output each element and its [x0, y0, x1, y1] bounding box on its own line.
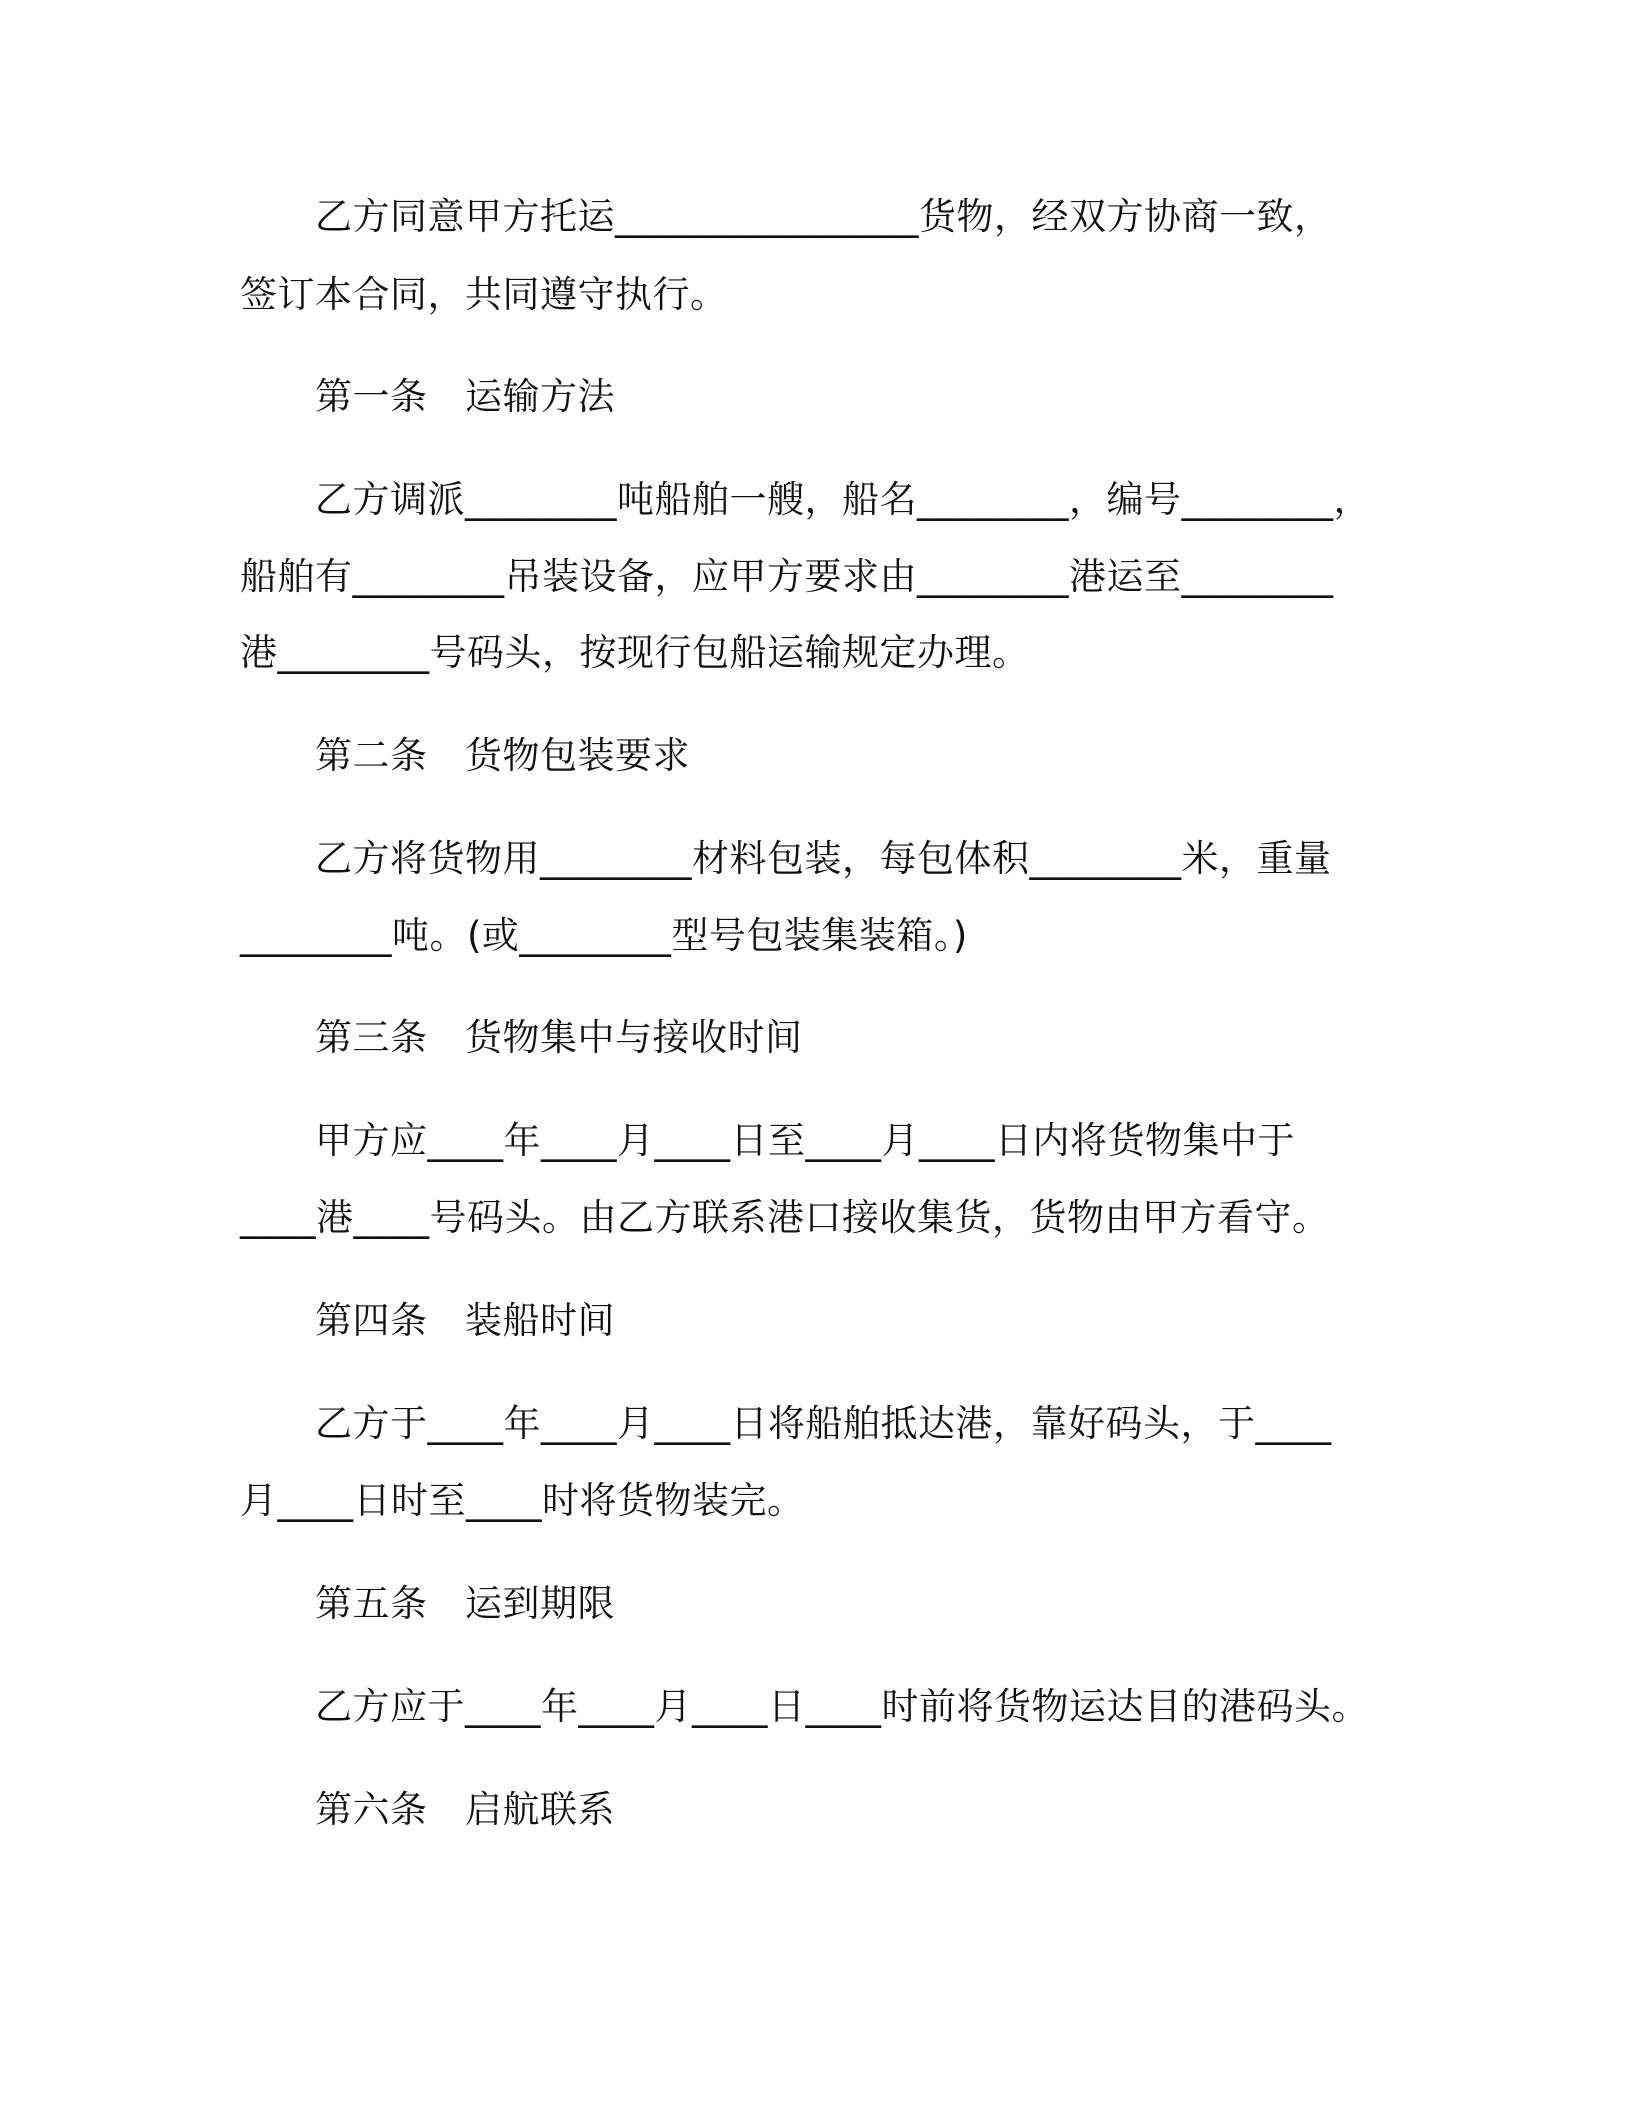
paragraph-line: ____港____号码头。由乙方联系港口接收集货，货物由甲方看守。: [240, 1196, 1330, 1239]
paragraph-line: 乙方调派________吨船舶一艘，船名________，编号________，: [315, 478, 1371, 521]
paragraph-line: ________吨。(或________型号包装集装箱。): [240, 914, 968, 957]
paragraph-line: 签订本合同，共同遵守执行。: [240, 273, 728, 316]
paragraph-line: 甲方应____年____月____日至____月____日内将货物集中于: [315, 1119, 1295, 1162]
article-heading: 第一条 运输方法: [315, 375, 615, 418]
article-heading: 第三条 货物集中与接收时间: [315, 1016, 803, 1059]
paragraph-line: 乙方应于____年____月____日____时前将货物运达目的港码头。: [315, 1685, 1369, 1728]
article-heading: 第六条 启航联系: [315, 1788, 615, 1831]
paragraph-line: 月____日时至____时将货物装完。: [240, 1479, 805, 1522]
paragraph-line: 港________号码头，按现行包船运输规定办理。: [240, 631, 1030, 674]
article-heading: 第二条 货物包装要求: [315, 734, 690, 777]
paragraph-line: 船舶有________吊装设备，应甲方要求由________港运至________: [240, 555, 1334, 598]
paragraph-line: 乙方于____年____月____日将船舶抵达港，靠好码头，于____: [315, 1402, 1332, 1445]
paragraph-line: 乙方将货物用________材料包装，每包体积________米，重量: [315, 837, 1332, 880]
paragraph-line: 乙方同意甲方托运________________货物，经双方协商一致，: [315, 195, 1332, 238]
article-heading: 第五条 运到期限: [315, 1582, 615, 1625]
article-heading: 第四条 装船时间: [315, 1299, 615, 1342]
